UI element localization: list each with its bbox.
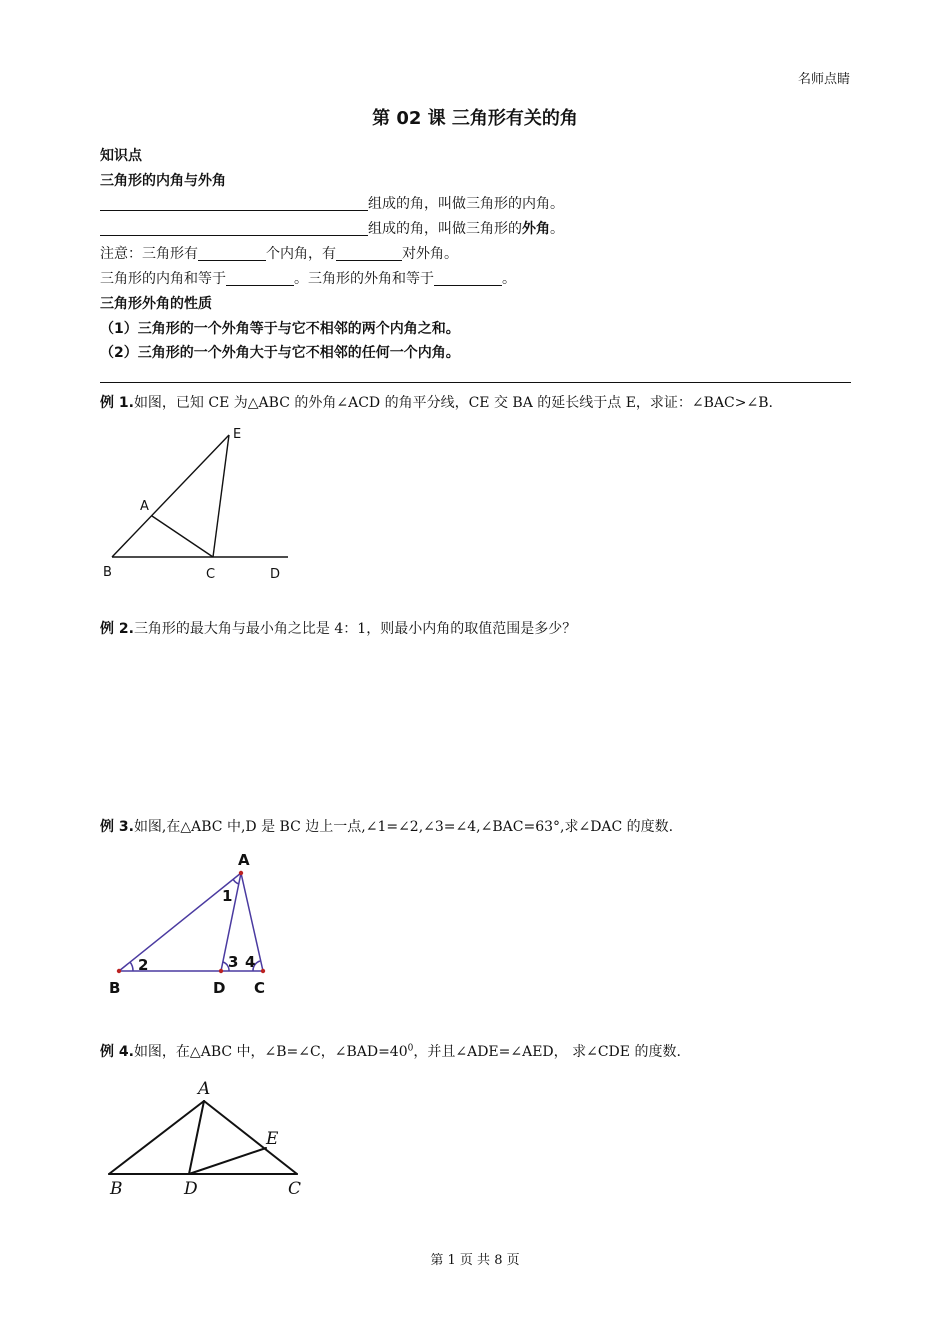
- line-ce: [213, 435, 229, 557]
- line-ab: [109, 1101, 204, 1174]
- sum-line: [100, 268, 516, 288]
- point-a: [239, 871, 243, 875]
- label-b: B: [110, 1179, 123, 1199]
- blank: [226, 270, 294, 286]
- example-3: [100, 816, 673, 836]
- example-4-text-a: 如图，在△ABC 中，∠B=∠C，∠BAD=40: [133, 1044, 408, 1060]
- example-1-figure: [95, 420, 305, 585]
- blank: [336, 245, 402, 261]
- header-text: 名师点睛: [797, 72, 850, 87]
- fill-line-2: [100, 218, 564, 238]
- blank: [100, 195, 368, 211]
- exterior-angle-heading: 三角形外角的性质: [100, 296, 212, 312]
- knowledge-heading: 知识点: [100, 148, 142, 164]
- example-2-label: 例 2.: [100, 621, 134, 637]
- line-de: [189, 1148, 266, 1174]
- point-b: [117, 969, 121, 973]
- label-e: E: [266, 1129, 279, 1149]
- sum-a: 三角形的内角和等于: [100, 271, 226, 287]
- degree-sup: 0: [407, 1043, 414, 1054]
- line-ac: [204, 1101, 297, 1174]
- example-1-label: 例 1.: [100, 395, 134, 411]
- angle-2-arc: [130, 962, 133, 971]
- example-2-text: 三角形的最大角与最小角之比是 4：1，则最小内角的取值范围是多少？: [133, 621, 577, 637]
- example-4-text-b: ，并且∠ADE=∠AED， 求∠CDE 的度数.: [413, 1044, 681, 1060]
- example-1-text: 如图，已知 CE 为△ABC 的外角∠ACD 的角平分线，CE 交 BA 的延长线于点 E，求证：∠BAC>∠B.: [133, 395, 773, 411]
- angle-2-label: 2: [138, 956, 149, 974]
- angle-1-arc: [233, 879, 239, 884]
- note-a: 注意：三角形有: [100, 246, 198, 262]
- blank: [100, 220, 368, 236]
- note-line: [100, 243, 458, 263]
- label-a: A: [238, 851, 250, 869]
- fill-line-2-end: 。: [550, 221, 564, 237]
- divider: [100, 382, 851, 383]
- note-b: 个内角，有: [266, 246, 336, 262]
- point-d: [219, 969, 223, 973]
- blank: [434, 270, 502, 286]
- inner-outer-heading: 三角形的内角与外角: [100, 173, 226, 189]
- sum-c: 。: [502, 271, 516, 287]
- page-footer: 第 1 页 共 8 页: [430, 1253, 520, 1268]
- property-2: （2）三角形的一个外角大于与它不相邻的任何一个内角。: [100, 345, 460, 361]
- line-be: [112, 435, 229, 557]
- blank: [198, 245, 266, 261]
- example-4: [100, 1041, 681, 1061]
- fill-line-2-text: 组成的角，叫做三角形的: [368, 221, 522, 237]
- angle-1-label: 1: [222, 887, 233, 905]
- angle-4-label: 4: [245, 953, 256, 971]
- fill-line-1: [100, 193, 564, 213]
- sum-b: 。三角形的外角和等于: [294, 271, 434, 287]
- label-d: D: [184, 1179, 198, 1199]
- fill-line-2-bold: 外角: [522, 221, 550, 237]
- example-2: [100, 618, 576, 638]
- line-ac: [152, 516, 213, 557]
- property-1: （1）三角形的一个外角等于与它不相邻的两个内角之和。: [100, 321, 460, 337]
- label-b: B: [109, 979, 121, 997]
- label-d: D: [270, 567, 281, 582]
- example-3-figure: [100, 845, 280, 1000]
- page-title: 第 02 课 三角形有关的角: [372, 108, 578, 129]
- point-c: [261, 969, 265, 973]
- label-a: A: [198, 1079, 211, 1099]
- label-c: C: [206, 567, 216, 582]
- label-c: C: [288, 1179, 302, 1199]
- label-a: A: [140, 499, 149, 514]
- example-4-label: 例 4.: [100, 1044, 134, 1060]
- note-c: 对外角。: [402, 246, 458, 262]
- example-4-figure: [100, 1072, 315, 1202]
- angle-3-label: 3: [228, 953, 239, 971]
- label-d: D: [213, 979, 226, 997]
- label-e: E: [233, 427, 242, 442]
- example-1: [100, 392, 773, 412]
- label-b: B: [103, 565, 112, 580]
- fill-line-1-text: 组成的角，叫做三角形的内角。: [368, 196, 564, 212]
- example-3-label: 例 3.: [100, 819, 134, 835]
- example-3-text: 如图,在△ABC 中,D 是 BC 边上一点,∠1=∠2,∠3=∠4,∠BAC=63°,求∠DAC 的度数.: [133, 819, 674, 835]
- label-c: C: [254, 979, 266, 997]
